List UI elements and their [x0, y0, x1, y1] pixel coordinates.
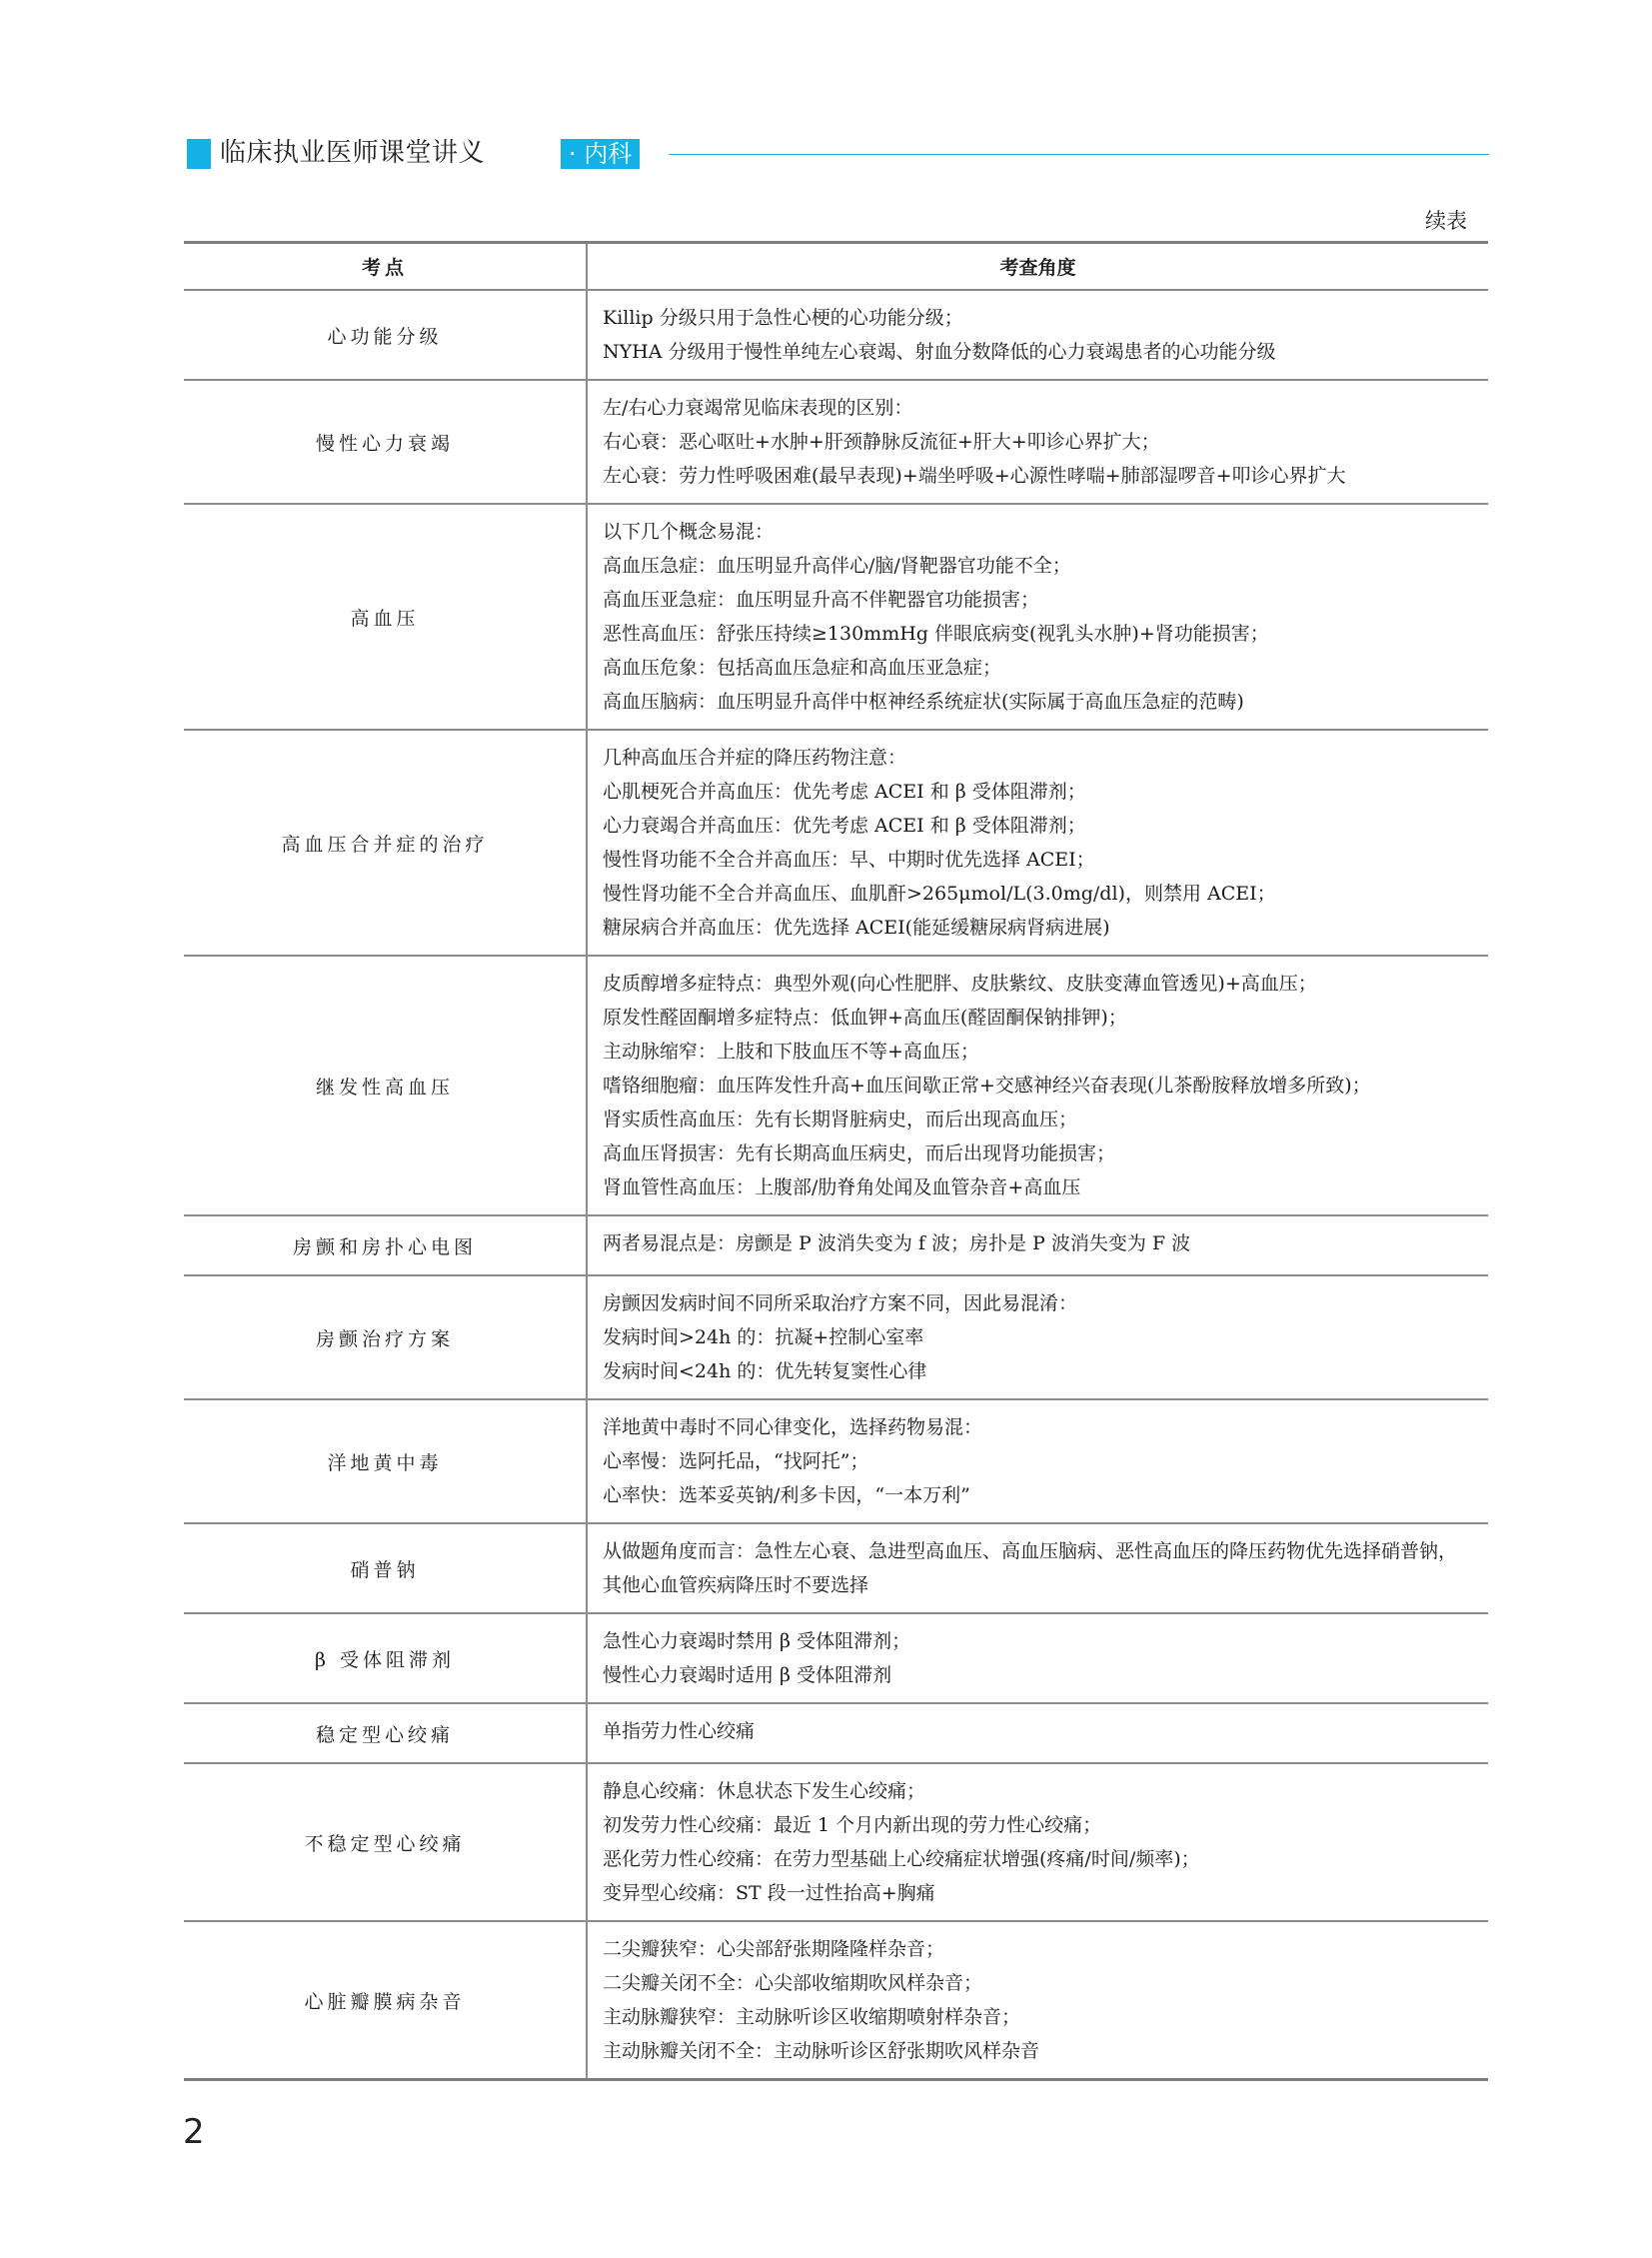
exam-angle-line: 急性心力衰竭时禁用 β 受体阻滞剂；: [603, 1630, 911, 1652]
exam-angle-line: 高血压脑病：血压明显升高伴中枢神经系统症状(实际属于高血压急症的范畴): [603, 691, 1244, 713]
header-color-block: [187, 139, 211, 169]
topic-cell: 不稳定型心绞痛: [184, 1763, 587, 1921]
exam-angle-cell: [587, 290, 1488, 380]
exam-angle-line: 慢性心力衰竭时适用 β 受体阻滞剂: [603, 1664, 892, 1686]
book-title: 临床执业医师课堂讲义: [220, 138, 486, 168]
topic-cell: 高血压: [184, 504, 587, 730]
topic-cell: 洋地黄中毒: [184, 1399, 587, 1523]
page-number: 2: [183, 2112, 205, 2152]
column-header-topic: 考点: [184, 243, 587, 291]
table-body: [184, 290, 1488, 2080]
exam-angle-line: 高血压肾损害：先有长期高血压病史，而后出现肾功能损害；: [603, 1142, 1116, 1164]
exam-angle-cell: [587, 1921, 1488, 2080]
exam-angle-line: 皮质醇增多症特点：典型外观(向心性肥胖、皮肤紫纹、皮肤变薄血管透见)+高血压；: [603, 973, 1317, 995]
topic-cell: 继发性高血压: [184, 956, 587, 1215]
exam-angle-line: 二尖瓣狭窄：心尖部舒张期隆隆样杂音；: [603, 1938, 945, 1960]
table-row: [184, 1763, 1488, 1921]
continued-table-label: 续表: [1425, 209, 1467, 233]
topic-cell: 稳定型心绞痛: [184, 1703, 587, 1763]
exam-angle-cell: [587, 1763, 1488, 1921]
table-row: [184, 956, 1488, 1215]
table-row: [184, 1399, 1488, 1523]
topic-cell: 心功能分级: [184, 290, 587, 380]
exam-angle-line: 心肌梗死合并高血压：优先考虑 ACEI 和 β 受体阻滞剂；: [603, 781, 1086, 803]
table-row: [184, 1921, 1488, 2080]
topic-cell: β 受体阻滞剂: [184, 1613, 587, 1703]
exam-angle-line: 慢性肾功能不全合并高血压、血肌酐>265μmol/L(3.0mg/dl)，则禁用 ACEI；: [603, 883, 1276, 905]
exam-angle-line: 心力衰竭合并高血压：优先考虑 ACEI 和 β 受体阻滞剂；: [603, 815, 1086, 837]
exam-angle-cell: [587, 1399, 1488, 1523]
exam-angle-cell: [587, 1215, 1488, 1275]
topic-cell: 慢性心力衰竭: [184, 380, 587, 504]
exam-angle-line: 几种高血压合并症的降压药物注意：: [603, 747, 907, 769]
exam-points-table: [184, 241, 1488, 2081]
exam-angle-line: 以下几个概念易混：: [603, 521, 775, 543]
table-row: [184, 730, 1488, 956]
topic-cell: 高血压合并症的治疗: [184, 730, 587, 956]
exam-angle-line: NYHA 分级用于慢性单纯左心衰竭、射血分数降低的心力衰竭患者的心功能分级: [603, 341, 1276, 363]
exam-angle-line: 高血压危象：包括高血压急症和高血压亚急症；: [603, 657, 1002, 679]
exam-angle-cell: [587, 504, 1488, 730]
exam-angle-cell: [587, 1613, 1488, 1703]
exam-angle-line: 心率慢：选阿托品，“找阿托”；: [603, 1450, 869, 1472]
exam-angle-line: 主动脉缩窄：上肢和下肢血压不等+高血压；: [603, 1041, 979, 1063]
exam-angle-line: 原发性醛固酮增多症特点：低血钾+高血压(醛固酮保钠排钾)；: [603, 1007, 1127, 1029]
exam-angle-line: 嗜铬细胞瘤：血压阵发性升高+血压间歇正常+交感神经兴奋表现(儿茶酚胺释放增多所致)；: [603, 1075, 1371, 1097]
exam-angle-line: 静息心绞痛：休息状态下发生心绞痛；: [603, 1780, 926, 1802]
table-row: [184, 290, 1488, 380]
exam-angle-line: 变异型心绞痛：ST 段一过性抬高+胸痛: [603, 1882, 935, 1904]
exam-angle-line: 高血压亚急症：血压明显升高不伴靶器官功能损害；: [603, 589, 1040, 611]
topic-cell: 心脏瓣膜病杂音: [184, 1921, 587, 2080]
exam-angle-line: 洋地黄中毒时不同心律变化，选择药物易混：: [603, 1416, 983, 1438]
exam-angle-cell: [587, 956, 1488, 1215]
exam-angle-line: Killip 分级只用于急性心梗的心功能分级；: [603, 307, 963, 329]
exam-angle-cell: [587, 380, 1488, 504]
header-rule: [669, 154, 1489, 155]
table-row: [184, 1275, 1488, 1399]
exam-angle-line: 糖尿病合并高血压：优先选择 ACEI(能延缓糖尿病肾病进展): [603, 917, 1110, 939]
exam-angle-line: 右心衰：恶心呕吐+水肿+肝颈静脉反流征+肝大+叩诊心界扩大；: [603, 431, 1160, 453]
exam-angle-cell: [587, 1523, 1488, 1613]
exam-angle-line: 两者易混点是：房颤是 P 波消失变为 f 波；房扑是 P 波消失变为 F 波: [603, 1232, 1191, 1254]
table-row: [184, 1523, 1488, 1613]
table-row: [184, 1215, 1488, 1275]
exam-angle-line: 左/右心力衰竭常见临床表现的区别：: [603, 397, 913, 419]
exam-angle-line: 高血压急症：血压明显升高伴心/脑/肾靶器官功能不全；: [603, 555, 1071, 577]
topic-cell: 硝普钠: [184, 1523, 587, 1613]
exam-angle-line: 房颤因发病时间不同所采取治疗方案不同，因此易混淆：: [603, 1292, 1078, 1314]
topic-cell: 房颤治疗方案: [184, 1275, 587, 1399]
exam-angle-cell: [587, 1703, 1488, 1763]
table-row: [184, 380, 1488, 504]
table-header-row: [184, 243, 1488, 291]
table-row: [184, 1613, 1488, 1703]
exam-angle-line: 主动脉瓣狭窄：主动脉听诊区收缩期喷射样杂音；: [603, 2006, 1021, 2028]
exam-angle-line: 发病时间>24h 的：抗凝+控制心室率: [603, 1326, 924, 1348]
exam-angle-cell: [587, 1275, 1488, 1399]
exam-angle-line: 从做题角度而言：急性左心衰、急进型高血压、高血压脑病、恶性高血压的降压药物优先选择硝普钠，其他心血管疾病降压时不要选择: [603, 1540, 1458, 1596]
section-badge: · 内科: [561, 139, 640, 169]
exam-angle-line: 二尖瓣关闭不全：心尖部收缩期吹风样杂音；: [603, 1972, 983, 1994]
exam-angle-line: 肾血管性高血压：上腹部/肋脊角处闻及血管杂音+高血压: [603, 1176, 1081, 1198]
exam-angle-line: 恶化劳力性心绞痛：在劳力型基础上心绞痛症状增强(疼痛/时间/频率)；: [603, 1848, 1200, 1870]
column-header-angle: 考查角度: [999, 257, 1076, 279]
table-row: [184, 504, 1488, 730]
exam-angle-cell: [587, 730, 1488, 956]
exam-angle-line: 初发劳力性心绞痛：最近 1 个月内新出现的劳力性心绞痛；: [603, 1814, 1102, 1836]
table-row: [184, 1703, 1488, 1763]
running-header: [187, 139, 1489, 171]
exam-angle-line: 心率快：选苯妥英钠/利多卡因，“一本万利”: [603, 1484, 970, 1506]
exam-angle-line: 肾实质性高血压：先有长期肾脏病史，而后出现高血压；: [603, 1109, 1078, 1130]
exam-angle-line: 恶性高血压：舒张压持续≥130mmHg 伴眼底病变(视乳头水肿)+肾功能损害；: [603, 623, 1269, 645]
exam-angle-line: 主动脉瓣关闭不全：主动脉听诊区舒张期吹风样杂音: [603, 2040, 1040, 2062]
exam-angle-line: 慢性肾功能不全合并高血压：早、中期时优先选择 ACEI；: [603, 849, 1095, 871]
exam-angle-line: 左心衰：劳力性呼吸困难(最早表现)+端坐呼吸+心源性哮喘+肺部湿啰音+叩诊心界扩大: [603, 465, 1346, 487]
exam-angle-line: 单指劳力性心绞痛: [603, 1720, 756, 1742]
exam-angle-line: 发病时间<24h 的：优先转复窦性心律: [603, 1360, 927, 1382]
topic-cell: 房颤和房扑心电图: [184, 1215, 587, 1275]
